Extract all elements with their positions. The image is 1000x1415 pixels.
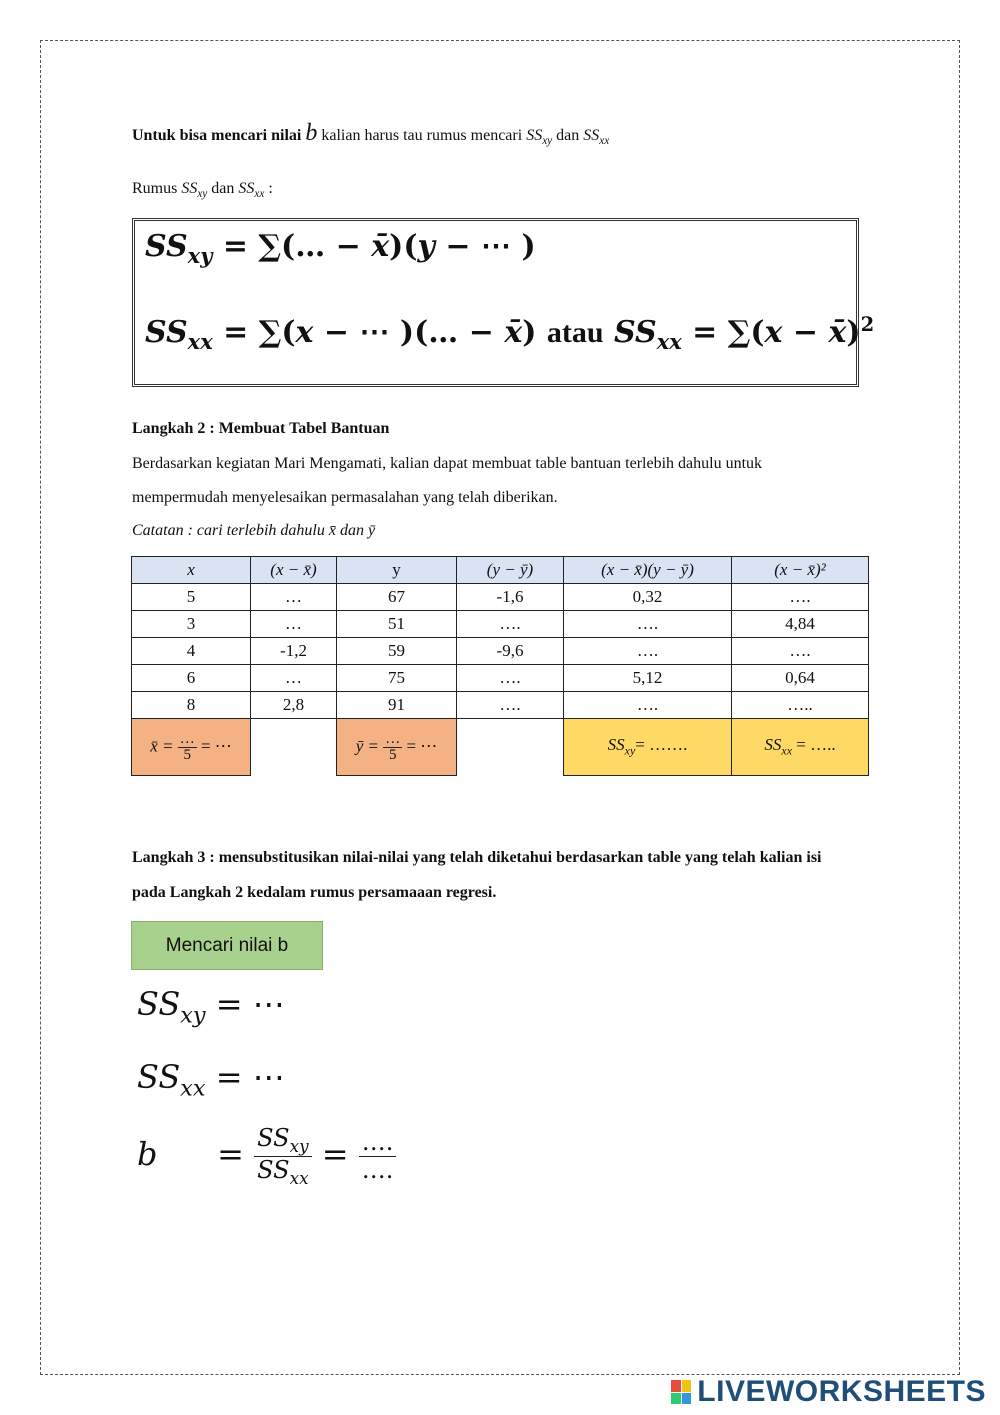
table-cell: -9,6 [457,638,564,665]
header-cell: (x − x̄) [251,557,337,584]
table-cell: …. [457,611,564,638]
langkah2-para1: Berdasarkan kegiatan Mari Mengamati, kalian dapat membuat table bantuan terlebih dahulu untuk [132,455,763,472]
empty-cell [251,719,337,776]
rumus-label: Rumus [132,180,178,197]
header-cell: y [337,557,457,584]
eq-ssxx-rhs[interactable]: = ⋯ [215,1058,285,1096]
logo-text: LIVEWORKSHEETS [697,1375,986,1408]
table-cell: 6 [132,665,251,692]
table-cell: 8 [132,692,251,719]
mencari-nilai-b-button[interactable]: Mencari nilai b [131,921,323,970]
rumus-and: dan [211,180,235,197]
table-cell: 75 [337,665,457,692]
table-cell: …. [564,692,732,719]
rumus-colon: : [268,180,273,197]
formula-ssxx: $SS_{xx} = \sum(x$ − ⋯ )(… − x̄) atau $SS_{xx} = \sum(x$ − x̄)$^2$ [145,313,875,354]
rumus-line [132,180,273,200]
langkah3-line2: pada Langkah 2 kedalam rumus persamaaan regresi. [132,884,497,901]
table-cell: … [251,665,337,692]
table-cell: ….. [732,692,869,719]
table-cell: 0,32 [564,584,732,611]
table-cell: …. [564,611,732,638]
logo-mark-icon [671,1380,691,1404]
table-cell: 4,84 [732,611,869,638]
table-cell: …. [457,665,564,692]
intro-b-letter: b [305,120,318,146]
intro-ss1: SS [526,127,543,144]
table-cell: 5,12 [564,665,732,692]
table-summary-row [132,719,869,776]
table-row [132,692,869,719]
table-cell: …. [457,692,564,719]
table-row [132,665,869,692]
table-cell: …. [564,638,732,665]
header-cell: x [132,557,251,584]
intro-ss2: SS [583,127,600,144]
liveworksheets-logo [671,1375,986,1409]
table-header [132,557,869,584]
formula-atau: atau [546,316,604,349]
table-cell: …. [732,584,869,611]
intro-xy: xy [542,135,553,148]
eq-ssxy: $SS_{xy}$ = ⋯ [137,985,285,1029]
xbar-cell[interactable]: x̄ = $\frac{\dots}{5}$ = ⋯ [132,719,251,776]
intro-bold: Untuk bisa mencari nilai [132,127,302,144]
table-row [132,638,869,665]
rumus-xy: xy [197,188,208,201]
langkah2-para2: mempermudah menyelesaikan permasalahan yang telah diberikan. [132,489,558,506]
formula-ssxy: $SS_{xy}$ = ∑(… − x̄)(y − ⋯ ) [145,229,536,268]
intro-rest: kalian harus tau rumus mencari [321,127,523,144]
rumus-ss2: SS [238,180,255,197]
intro-line [132,120,609,147]
intro-xx: xx [599,135,610,148]
rumus-ss1: SS [181,180,198,197]
table-cell: -1,2 [251,638,337,665]
table-cell: 2,8 [251,692,337,719]
table-cell: …. [732,638,869,665]
header-cell: (x − x̄)² [732,557,869,584]
table-cell: 4 [132,638,251,665]
langkah2-title: Langkah 2 : Membuat Tabel Bantuan [132,420,390,437]
eq-ssxx: $SS_{xx}$ = ⋯ [137,1058,285,1102]
formula-box [132,218,875,387]
empty-cell [457,719,564,776]
header-cell: (x − x̄)(y − ȳ) [564,557,732,584]
table-cell: 0,64 [732,665,869,692]
table-cell: 59 [337,638,457,665]
rumus-xx: xx [254,188,265,201]
table-cell: … [251,611,337,638]
eq-b-result[interactable]: …. …. [359,1129,397,1185]
eq-b: b = $SS_{xy}$ $SS_{xx}$ = …. …. [137,1125,396,1188]
ssxy-cell[interactable]: $SS_{xy}=$ ……. [564,719,732,776]
table-cell: -1,6 [457,584,564,611]
intro-and: dan [556,127,580,144]
header-cell: (y − ȳ) [457,557,564,584]
table-row [132,584,869,611]
langkah2-note: Catatan : cari terlebih dahulu x̄ dan ȳ [132,522,376,539]
table-row [132,611,869,638]
table-cell: 51 [337,611,457,638]
table-cell: 67 [337,584,457,611]
table-cell: 3 [132,611,251,638]
ybar-cell[interactable]: ȳ = $\frac{\dots}{5}$ = ⋯ [337,719,457,776]
table-cell: … [251,584,337,611]
helper-table [131,556,869,776]
eq-ssxy-rhs[interactable]: = ⋯ [215,985,285,1023]
table-cell: 91 [337,692,457,719]
ssxx-cell[interactable]: $SS_{xx}$ = ….. [732,719,869,776]
table-cell: 5 [132,584,251,611]
langkah3-line1: Langkah 3 : mensubstitusikan nilai-nilai yang telah diketahui berdasarkan table yang telah kalian isi [132,849,822,866]
